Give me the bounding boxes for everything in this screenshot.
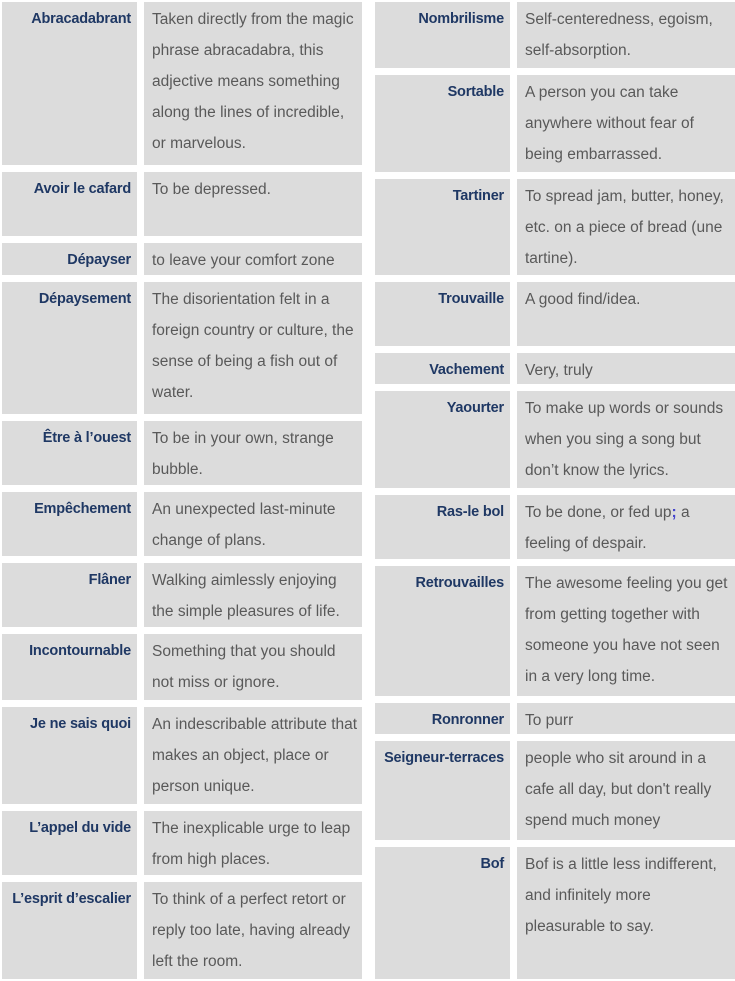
term-cell: Incontournable	[2, 634, 137, 700]
vocab-row	[375, 495, 735, 559]
term-cell: Nombrilisme	[375, 2, 510, 68]
term-cell: Être à l’ouest	[2, 421, 137, 485]
term-cell: Vachement	[375, 353, 510, 384]
definition-cell: Bof is a little less indifferent, and infinitely more pleasurable to say.	[517, 847, 735, 979]
definition-cell: To make up words or sounds when you sing a song but don’t know the lyrics.	[517, 391, 735, 488]
vocab-row	[2, 421, 362, 485]
right-column	[375, 2, 735, 981]
term-cell: Bof	[375, 847, 510, 979]
vocab-row	[375, 75, 735, 172]
vocab-row	[375, 741, 735, 840]
definition-cell: people who sit around in a cafe all day, but don't really spend much money	[517, 741, 735, 840]
definition-cell: To be depressed.	[144, 172, 362, 236]
term-cell: Avoir le cafard	[2, 172, 137, 236]
term-cell: Tartiner	[375, 179, 510, 275]
vocab-row	[375, 566, 735, 696]
vocab-row	[2, 282, 362, 414]
left-column	[2, 2, 362, 981]
term-cell: Je ne sais quoi	[2, 707, 137, 804]
term-cell: Retrouvailles	[375, 566, 510, 696]
definition-cell: A person you can take anywhere without fear of being embarrassed.	[517, 75, 735, 172]
definition-cell: To think of a perfect retort or reply too late, having already left the room.	[144, 882, 362, 979]
term-cell: Trouvaille	[375, 282, 510, 346]
accented-semicolon: ;	[671, 504, 677, 521]
vocab-row	[375, 703, 735, 734]
definition-cell: The disorientation felt in a foreign country or culture, the sense of being a fish out of water.	[144, 282, 362, 414]
term-cell: Yaourter	[375, 391, 510, 488]
term-cell: Sortable	[375, 75, 510, 172]
definition-cell: To be in your own, strange bubble.	[144, 421, 362, 485]
definition-cell: Taken directly from the magic phrase abracadabra, this adjective means something along the lines of incredible, or marvelous.	[144, 2, 362, 165]
definition-cell: To spread jam, butter, honey, etc. on a piece of bread (une tartine).	[517, 179, 735, 275]
term-cell: Seigneur-terraces	[375, 741, 510, 840]
term-cell: L’appel du vide	[2, 811, 137, 875]
vocab-row	[375, 2, 735, 68]
vocab-row	[375, 282, 735, 346]
vocab-row	[2, 811, 362, 875]
definition-cell: Self-centeredness, egoism, self-absorption.	[517, 2, 735, 68]
vocab-row	[2, 707, 362, 804]
definition-cell: Very, truly	[517, 353, 735, 384]
term-cell: Ras-le bol	[375, 495, 510, 559]
definition-cell: To be done, or fed up; a feeling of despair.	[517, 495, 735, 559]
vocab-row	[2, 634, 362, 700]
vocab-row	[2, 172, 362, 236]
vocab-row	[375, 179, 735, 275]
term-cell: Flâner	[2, 563, 137, 627]
vocab-row	[2, 2, 362, 165]
term-cell: Dépayser	[2, 243, 137, 275]
definition-cell: to leave your comfort zone	[144, 243, 362, 275]
term-cell: L’esprit d’escalier	[2, 882, 137, 979]
vocab-row	[375, 353, 735, 384]
vocab-row	[2, 563, 362, 627]
vocab-row	[2, 243, 362, 275]
term-cell: Empêchement	[2, 492, 137, 556]
term-cell: Ronronner	[375, 703, 510, 734]
definition-cell: An unexpected last-minute change of plans.	[144, 492, 362, 556]
vocab-row	[375, 391, 735, 488]
definition-cell: Walking aimlessly enjoying the simple pleasures of life.	[144, 563, 362, 627]
vocab-row	[375, 847, 735, 979]
term-cell: Dépaysement	[2, 282, 137, 414]
definition-cell: The awesome feeling you get from getting together with someone you have not seen in a very long time.	[517, 566, 735, 696]
vocab-row	[2, 492, 362, 556]
definition-cell: An indescribable attribute that makes an object, place or person unique.	[144, 707, 362, 804]
definition-cell: To purr	[517, 703, 735, 734]
definition-cell: A good find/idea.	[517, 282, 735, 346]
definition-cell: Something that you should not miss or ignore.	[144, 634, 362, 700]
term-cell: Abracadabrant	[2, 2, 137, 165]
definition-cell: The inexplicable urge to leap from high places.	[144, 811, 362, 875]
vocab-row	[2, 882, 362, 979]
